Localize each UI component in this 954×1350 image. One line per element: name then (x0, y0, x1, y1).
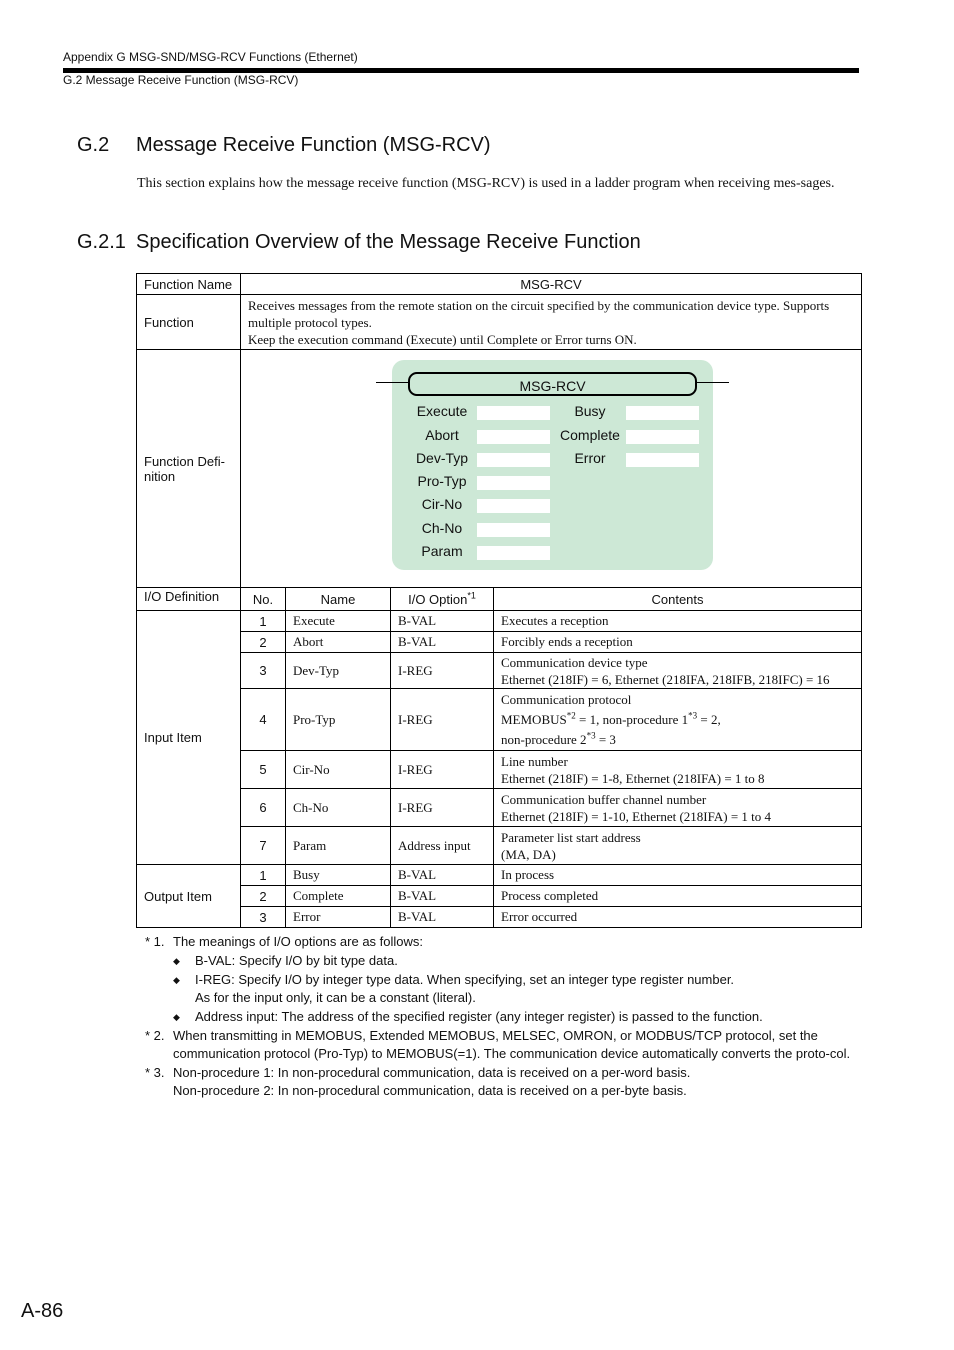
input-contents (494, 653, 862, 689)
block-input-abort: Abort (425, 426, 459, 443)
footnote-3-line1: Non-procedure 1: In non-procedural communication, data is received on a per-word basis. (173, 1065, 691, 1080)
output-contents: In process (494, 865, 862, 886)
input-name: Ch-No (286, 789, 391, 827)
table-row (137, 611, 862, 632)
footnote-mark: *3 (586, 730, 596, 741)
footnote-mark: *2 (566, 710, 576, 721)
function-name-row (137, 274, 862, 295)
function-row (137, 295, 862, 350)
input-contents (494, 689, 862, 751)
input-name: Abort (286, 632, 391, 653)
subsection-heading (77, 231, 641, 254)
block-output-busy-field (626, 406, 699, 420)
output-io-option: B-VAL (391, 886, 494, 907)
table-row (137, 907, 862, 928)
input-io-option: I-REG (391, 689, 494, 751)
input-contents-line2: Ethernet (218IF) = 1-10, Ethernet (218IFA) = 1 to 4 (501, 808, 772, 824)
table-row (137, 886, 862, 907)
input-contents (494, 789, 862, 827)
diamond-bullet-icon: ◆ (173, 1012, 180, 1022)
block-input-ch-no: Ch-No (421, 519, 463, 536)
table-row (137, 751, 862, 789)
block-input-param-field (477, 546, 550, 560)
input-contents-line1: Line number (501, 753, 568, 769)
block-output-complete-field (626, 430, 699, 444)
input-item-label: Input Item (137, 611, 241, 865)
block-left-wire (376, 382, 410, 383)
function-definition-label: Function Defi-nition (137, 350, 241, 588)
output-io-option: B-VAL (391, 907, 494, 928)
intro-paragraph: This section explains how the message receive function (MSG-RCV) is used in a ladder program when receiving mes-sages. (137, 176, 835, 191)
table-row (137, 827, 862, 865)
protocol-nonproc2-value: = 3 (595, 731, 616, 747)
output-no: 1 (241, 865, 286, 886)
output-item-label: Output Item (137, 865, 241, 928)
footnote-1-bullet-address (173, 1008, 859, 1026)
output-io-option: B-VAL (391, 865, 494, 886)
function-definition-row (137, 350, 862, 588)
block-input-execute-field (477, 406, 550, 420)
input-io-option: B-VAL (391, 611, 494, 632)
output-no: 3 (241, 907, 286, 928)
input-io-option: I-REG (391, 653, 494, 689)
subsection-number: G.2.1 (77, 231, 126, 253)
footnote-2 (145, 1027, 859, 1063)
function-block-diagram (241, 351, 861, 587)
block-input-dev-typ-field (477, 453, 550, 467)
section-number: G.2 (77, 134, 110, 156)
block-input-cir-no-field (477, 499, 550, 513)
footnote-2-text: When transmitting in MEMOBUS, Extended MEMOBUS, MELSEC, OMRON, or MODBUS/TCP protocol, set the communication protocol (Pro-Typ) to MEMOBUS(=1). The communication device automatically converts the proto-col. (173, 1028, 851, 1061)
footnote-3-line2: Non-procedure 2: In non-procedural communication, data is received on a per-byte basis. (173, 1083, 687, 1098)
block-input-cir-no: Cir-No (421, 495, 463, 512)
table-row (137, 789, 862, 827)
input-contents-line1: Communication device type (501, 654, 648, 670)
col-contents: Contents (494, 588, 862, 611)
block-input-dev-typ: Dev-Typ (415, 449, 469, 466)
protocol-nonproc2: non-procedure 2 (501, 731, 587, 747)
col-io-option-footnote-mark: *1 (467, 590, 476, 601)
section-title: Message Receive Function (MSG-RCV) (136, 134, 491, 156)
block-input-abort-field (477, 430, 550, 444)
block-output-complete: Complete (560, 426, 620, 443)
input-no: 4 (241, 689, 286, 751)
input-no: 6 (241, 789, 286, 827)
input-contents (494, 751, 862, 789)
input-io-option: B-VAL (391, 632, 494, 653)
block-input-ch-no-field (477, 523, 550, 537)
function-description (241, 295, 862, 350)
input-no: 3 (241, 653, 286, 689)
input-name: Execute (286, 611, 391, 632)
protocol-nonproc1: = 1, non-procedure 1 (575, 711, 689, 727)
output-name: Error (286, 907, 391, 928)
footnote-1 (145, 933, 859, 951)
bullet-text: Address input: The address of the specified register (any integer register) is passed to the function. (195, 1009, 763, 1024)
footnote-3 (145, 1064, 859, 1100)
diamond-bullet-icon: ◆ (173, 956, 180, 966)
output-contents: Error occurred (494, 907, 862, 928)
function-block-title: MSG-RCV (408, 372, 697, 396)
input-contents-line3 (501, 730, 854, 750)
page-number: A-86 (21, 1300, 64, 1322)
input-contents-line2: Ethernet (218IF) = 1-8, Ethernet (218IFA) = 1 to 8 (501, 770, 765, 786)
bullet-text-continued: As for the input only, it can be a constant (literal). (195, 990, 476, 1005)
block-input-execute: Execute (416, 402, 468, 419)
bullet-text: B-VAL: Specify I/O by bit type data. (195, 953, 398, 968)
block-input-param: Param (421, 542, 463, 559)
input-name: Dev-Typ (286, 653, 391, 689)
input-no: 5 (241, 751, 286, 789)
block-right-wire (695, 382, 729, 383)
footnote-3-mark: * 3. (145, 1065, 165, 1080)
input-name: Cir-No (286, 751, 391, 789)
block-input-pro-typ-field (477, 476, 550, 490)
table-row (137, 653, 862, 689)
spec-table (136, 273, 862, 928)
col-io-option-text: I/O Option (408, 591, 468, 607)
function-definition-cell (241, 350, 862, 588)
section-heading (77, 134, 491, 157)
function-desc-line2: Keep the execution command (Execute) until Complete or Error turns ON. (248, 331, 637, 347)
input-no: 7 (241, 827, 286, 865)
function-desc-line1: Receives messages from the remote station on the circuit specified by the communication device type. Supports multiple protocol types. (248, 297, 830, 330)
footnote-1-text: The meanings of I/O options are as follows: (173, 934, 424, 949)
function-name-label: Function Name (137, 274, 241, 295)
running-header-chapter: Appendix G MSG-SND/MSG-RCV Functions (Ethernet) (63, 50, 358, 64)
input-io-option: Address input (391, 827, 494, 865)
input-contents: Forcibly ends a reception (494, 632, 862, 653)
block-output-error: Error (574, 449, 606, 466)
footnote-mark: *3 (688, 710, 698, 721)
input-io-option: I-REG (391, 789, 494, 827)
protocol-memobus: MEMOBUS (501, 711, 567, 727)
input-no: 1 (241, 611, 286, 632)
output-no: 2 (241, 886, 286, 907)
input-contents-line1: Communication buffer channel number (501, 791, 707, 807)
input-contents (494, 827, 862, 865)
input-no: 2 (241, 632, 286, 653)
diamond-bullet-icon: ◆ (173, 975, 180, 985)
bullet-text: I-REG: Specify I/O by integer type data. When specifying, set an integer type register number. (195, 972, 735, 987)
col-name: Name (286, 588, 391, 611)
footnote-1-mark: * 1. (145, 934, 165, 949)
input-contents-line2: Ethernet (218IF) = 6, Ethernet (218IFA, 218IFB, 218IFC) = 16 (501, 671, 830, 687)
output-name: Complete (286, 886, 391, 907)
col-io-option (391, 588, 494, 611)
footnotes (145, 933, 859, 1101)
footnote-1-bullet-bval (173, 952, 859, 970)
input-io-option: I-REG (391, 751, 494, 789)
protocol-nonproc1-value: = 2, (697, 711, 721, 727)
block-output-error-field (626, 453, 699, 467)
io-definition-label: I/O Definition (137, 588, 241, 611)
table-row (137, 689, 862, 751)
subsection-title: Specification Overview of the Message Receive Function (136, 231, 641, 253)
output-contents: Process completed (494, 886, 862, 907)
table-row (137, 865, 862, 886)
table-row (137, 632, 862, 653)
input-name: Pro-Typ (286, 689, 391, 751)
input-contents-line1: Parameter list start address (501, 829, 641, 845)
input-name: Param (286, 827, 391, 865)
input-contents-line2: (MA, DA) (501, 846, 556, 862)
footnote-1-bullet-ireg (173, 971, 859, 1007)
footnote-2-mark: * 2. (145, 1028, 165, 1043)
col-no: No. (241, 588, 286, 611)
input-contents-line2 (501, 710, 854, 730)
running-header-section: G.2 Message Receive Function (MSG-RCV) (63, 73, 299, 87)
function-name-value: MSG-RCV (241, 274, 862, 295)
input-contents-line1: Communication protocol (501, 691, 632, 707)
block-output-busy: Busy (574, 402, 606, 419)
input-contents: Executes a reception (494, 611, 862, 632)
block-input-pro-typ: Pro-Typ (417, 472, 467, 489)
io-header-row (137, 588, 862, 611)
output-name: Busy (286, 865, 391, 886)
function-label: Function (137, 295, 241, 350)
